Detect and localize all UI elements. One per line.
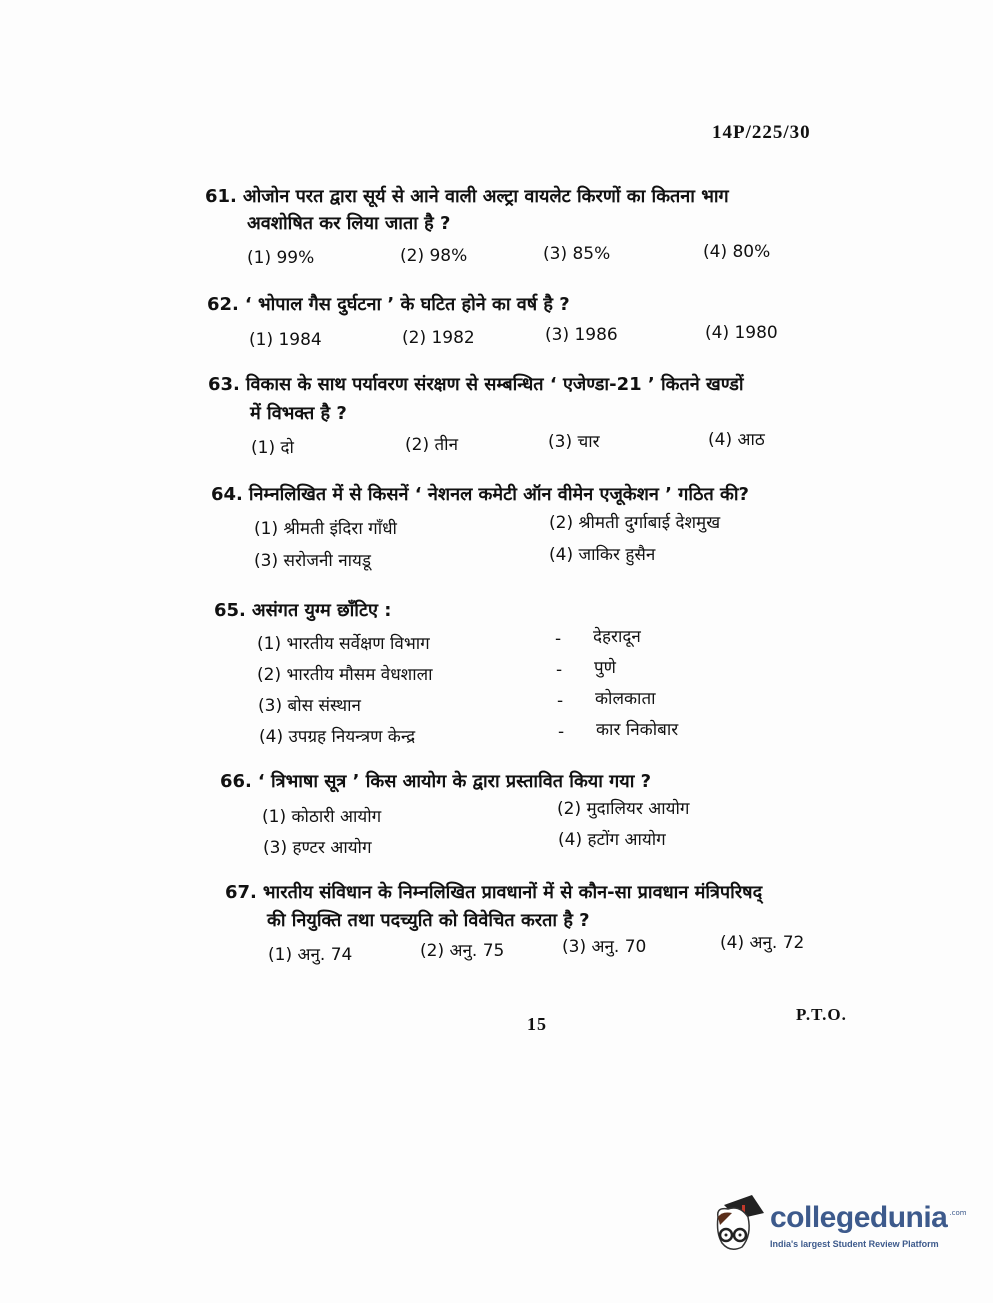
- question-number: 66.: [220, 771, 252, 792]
- option: (1) कोठारी आयोग: [262, 807, 382, 827]
- pto-label: P.T.O.: [796, 1005, 847, 1024]
- pair-right: देहरादून: [593, 627, 641, 647]
- option: (3) सरोजनी नायडू: [254, 551, 371, 571]
- question-text: ओजोन परत द्वारा सूर्य से आने वाली अल्ट्रा वायलेट किरणों का कितना भाग: [242, 186, 729, 207]
- pair-left: (1) भारतीय सर्वेक्षण विभाग: [257, 634, 430, 654]
- option: (2) अनु. 75: [420, 941, 505, 961]
- option: (2) 98%: [400, 246, 468, 266]
- pair-dash: -: [555, 629, 562, 649]
- collegedunia-logo: [712, 1195, 982, 1265]
- option: (3) 85%: [543, 244, 611, 264]
- option: (4) 80%: [703, 242, 771, 262]
- option: (4) हटोंग आयोग: [558, 830, 666, 850]
- question-text: अवशोषित कर लिया जाता है ?: [247, 213, 451, 234]
- option: (2) 1982: [402, 328, 475, 348]
- question-text: निम्नलिखित में से किसनें ‘ नेशनल कमेटी ऑन वीमेन एजूकेशन ’ गठित की?: [248, 484, 749, 505]
- question-number: 61.: [205, 186, 237, 207]
- question-number: 67.: [225, 882, 257, 903]
- brand-row: [770, 1201, 967, 1235]
- pair-left: (3) बोस संस्थान: [258, 696, 361, 716]
- paper-code: 14P/225/30: [712, 122, 811, 143]
- pair-right: कार निकोबार: [596, 720, 679, 740]
- brand-suffix: .com: [949, 1209, 967, 1217]
- pair-dash: -: [556, 660, 563, 680]
- question-text: की नियुक्ति तथा पदच्युति को विवेचित करता है ?: [267, 910, 590, 931]
- mascot-icon: [712, 1195, 768, 1259]
- option: (4) जाकिर हुसैन: [549, 545, 656, 565]
- option: (1) 99%: [247, 248, 315, 268]
- question-number: 63.: [208, 374, 240, 395]
- question-text: भारतीय संविधान के निम्नलिखित प्रावधानों में से कौन-सा प्रावधान मंत्रिपरिषद्: [262, 882, 763, 903]
- question-number: 64.: [211, 484, 243, 505]
- option: (3) हण्टर आयोग: [263, 838, 372, 858]
- brand-name: collegedunia: [770, 1201, 948, 1234]
- option: (1) अनु. 74: [268, 945, 353, 965]
- option: (4) 1980: [705, 323, 778, 343]
- question-text: ‘ भोपाल गैस दुर्घटना ’ के घटित होने का वर्ष है ?: [244, 294, 570, 315]
- question-text: विकास के साथ पर्यावरण संरक्षण से सम्बन्धित ‘ एजेण्डा-21 ’ कितने खण्डों: [245, 374, 744, 395]
- option: (3) चार: [548, 432, 600, 452]
- question-number: 65.: [214, 600, 246, 621]
- question-text: असंगत युग्म छाँटिए :: [251, 600, 392, 621]
- option: (2) मुदालियर आयोग: [557, 799, 690, 819]
- pair-left: (2) भारतीय मौसम वेधशाला: [257, 665, 433, 685]
- question-text: में विभक्त है ?: [250, 403, 347, 424]
- pair-dash: -: [558, 722, 565, 742]
- option: (1) श्रीमती इंदिरा गाँधी: [254, 519, 397, 539]
- option: (3) अनु. 70: [562, 937, 647, 957]
- pair-right: पुणे: [594, 658, 616, 678]
- brand-tagline: India's largest Student Review Platform: [770, 1239, 939, 1249]
- option: (1) 1984: [249, 330, 322, 350]
- option: (4) अनु. 72: [720, 933, 805, 953]
- option: (2) श्रीमती दुर्गाबाई देशमुख: [549, 513, 721, 533]
- option: (4) आठ: [708, 430, 765, 450]
- question-text: ‘ त्रिभाषा सूत्र ’ किस आयोग के द्वारा प्रस्तावित किया गया ?: [257, 771, 652, 792]
- pair-right: कोलकाता: [595, 689, 656, 709]
- option: (3) 1986: [545, 325, 618, 345]
- option: (2) तीन: [405, 435, 459, 455]
- option: (1) दो: [251, 438, 294, 458]
- pair-dash: -: [557, 691, 564, 711]
- question-number: 62.: [207, 294, 239, 315]
- pair-left: (4) उपग्रह नियन्त्रण केन्द्र: [259, 727, 416, 747]
- page-number: 15: [527, 1014, 547, 1034]
